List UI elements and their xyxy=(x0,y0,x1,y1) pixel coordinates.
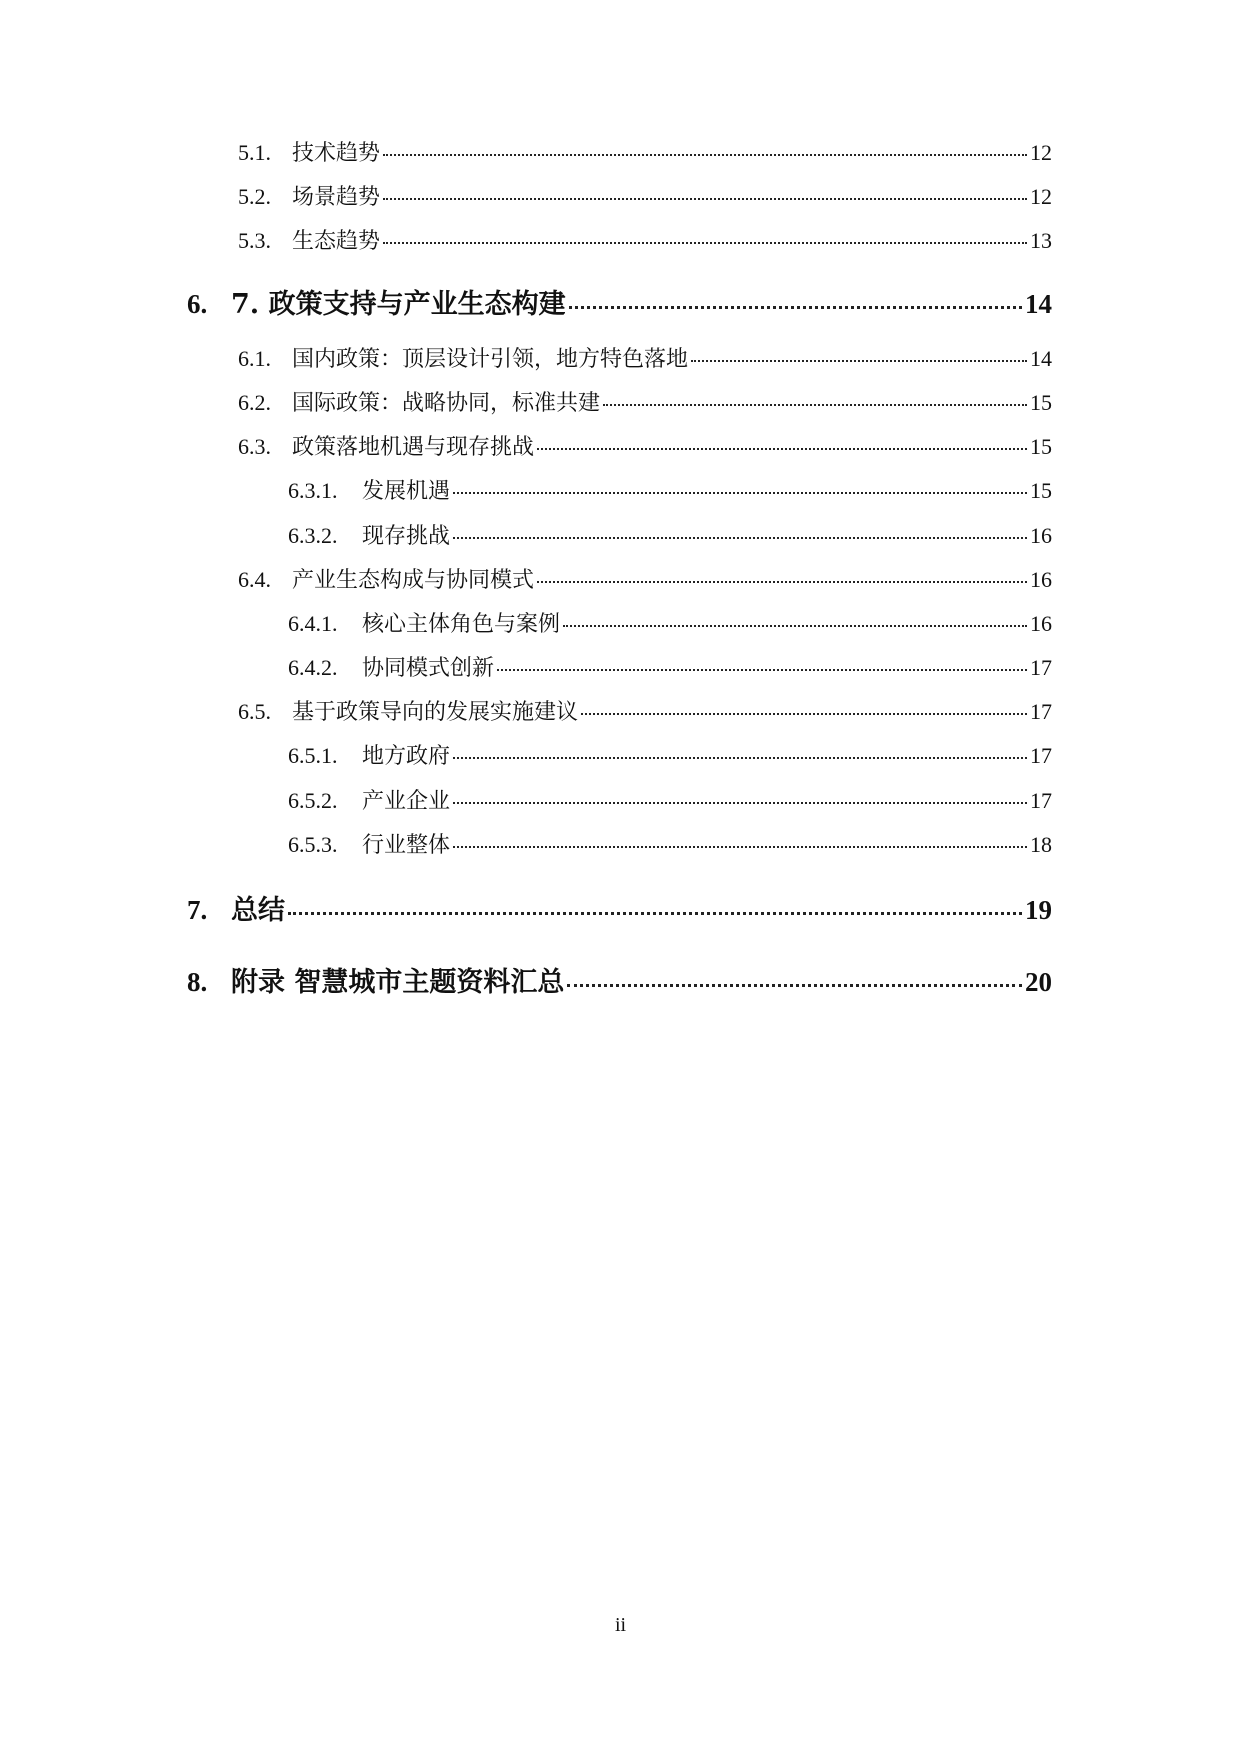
toc-entry-number: 6.3.2. xyxy=(288,523,338,548)
dot-leader xyxy=(569,306,1022,309)
toc-entry-page: 16 xyxy=(1030,567,1052,592)
toc-entry-title: 总结 xyxy=(231,895,285,926)
toc-entry-6[interactable] xyxy=(187,282,1052,322)
toc-entry-6-3-2[interactable] xyxy=(288,519,1052,553)
toc-entry-6-2[interactable] xyxy=(238,386,1052,420)
toc-entry-title: 基于政策导向的发展实施建议 xyxy=(292,700,579,725)
toc-entry-5-2[interactable] xyxy=(238,180,1052,214)
toc-entry-page: 17 xyxy=(1030,788,1052,813)
toc-entry-number: 6.5. xyxy=(238,699,271,724)
toc-entry-page: 14 xyxy=(1030,346,1052,371)
toc-entry-number: 6.4.2. xyxy=(288,655,338,680)
toc-entry-number: 6.3. xyxy=(238,434,271,459)
toc-entry-title: 7. 政策支持与产业生态构建 xyxy=(231,289,566,320)
toc-entry-title: 政策落地机遇与现存挑战 xyxy=(292,435,535,460)
dot-leader xyxy=(453,537,1027,539)
dot-leader xyxy=(453,492,1027,494)
toc-entry-8[interactable] xyxy=(187,960,1052,1000)
toc-entry-6-4[interactable] xyxy=(238,563,1052,597)
toc-entry-page: 16 xyxy=(1030,523,1052,548)
toc-entry-title: 地方政府 xyxy=(362,744,451,769)
toc-entry-title: 技术趋势 xyxy=(292,141,381,166)
toc-entry-page: 15 xyxy=(1030,390,1052,415)
toc-entry-6-1[interactable] xyxy=(238,342,1052,376)
toc-entry-title: 场景趋势 xyxy=(292,185,381,210)
toc-entry-number: 6.5.1. xyxy=(288,743,338,768)
toc-entry-page: 14 xyxy=(1025,289,1052,319)
toc-entry-title: 行业整体 xyxy=(362,833,451,858)
page-number: ii xyxy=(614,1614,627,1636)
toc-entry-page: 20 xyxy=(1025,967,1052,997)
toc-entry-title: 生态趋势 xyxy=(292,229,381,254)
toc-entry-page: 12 xyxy=(1030,140,1052,165)
toc-entry-page: 18 xyxy=(1030,832,1052,857)
toc-entry-title: 附录 智慧城市主题资料汇总 xyxy=(231,967,565,998)
toc-entry-number: 6.4. xyxy=(238,567,271,592)
toc-entry-6-4-1[interactable] xyxy=(288,607,1052,641)
dot-leader xyxy=(537,448,1027,450)
toc-entry-page: 17 xyxy=(1030,655,1052,680)
toc-entry-7[interactable] xyxy=(187,888,1052,928)
dot-leader xyxy=(383,154,1027,156)
dot-leader xyxy=(537,581,1027,583)
dot-leader xyxy=(567,984,1022,987)
toc-entry-number: 7. xyxy=(187,895,208,925)
dot-leader xyxy=(383,242,1027,244)
dot-leader xyxy=(453,757,1027,759)
toc-entry-title: 国际政策：战略协同，标准共建 xyxy=(292,391,601,416)
toc-entry-page: 12 xyxy=(1030,184,1052,209)
toc-entry-number: 8. xyxy=(187,967,208,997)
dot-leader xyxy=(691,360,1027,362)
toc-entry-title: 发展机遇 xyxy=(362,479,451,504)
dot-leader xyxy=(453,846,1027,848)
toc-entry-6-5[interactable] xyxy=(238,695,1052,729)
toc-entry-page: 13 xyxy=(1030,228,1052,253)
toc-entry-title: 产业生态构成与协同模式 xyxy=(292,568,535,593)
toc-entry-6-5-2[interactable] xyxy=(288,784,1052,818)
toc-entry-page: 17 xyxy=(1030,699,1052,724)
dot-leader xyxy=(288,912,1022,915)
toc-entry-number: 6.3.1. xyxy=(288,478,338,503)
toc-entry-6-3[interactable] xyxy=(238,430,1052,464)
toc-entry-page: 16 xyxy=(1030,611,1052,636)
dot-leader xyxy=(383,198,1027,200)
dot-leader xyxy=(563,625,1027,627)
toc-entry-page: 17 xyxy=(1030,743,1052,768)
toc-entry-page: 15 xyxy=(1030,434,1052,459)
toc-entry-title: 国内政策：顶层设计引领，地方特色落地 xyxy=(292,347,689,372)
toc-entry-title: 产业企业 xyxy=(362,789,451,814)
toc-entry-number: 6.2. xyxy=(238,390,271,415)
toc-entry-number: 6. xyxy=(187,289,208,319)
toc-entry-5-3[interactable] xyxy=(238,224,1052,258)
toc-entry-title: 现存挑战 xyxy=(362,524,451,549)
toc-entry-number: 6.5.3. xyxy=(288,832,338,857)
toc-entry-number: 6.1. xyxy=(238,346,271,371)
toc-entry-title: 协同模式创新 xyxy=(362,656,495,681)
toc-entry-number: 5.3. xyxy=(238,228,271,253)
dot-leader xyxy=(453,802,1027,804)
toc-entry-title: 核心主体角色与案例 xyxy=(362,612,561,637)
dot-leader xyxy=(581,713,1027,715)
toc-entry-6-5-3[interactable] xyxy=(288,828,1052,862)
toc-entry-5-1[interactable] xyxy=(238,136,1052,170)
dot-leader xyxy=(497,669,1027,671)
toc-entry-number: 5.1. xyxy=(238,140,271,165)
toc-entry-page: 15 xyxy=(1030,478,1052,503)
toc-entry-number: 6.4.1. xyxy=(288,611,338,636)
dot-leader xyxy=(603,404,1027,406)
toc-entry-6-3-1[interactable] xyxy=(288,474,1052,508)
toc-entry-6-5-1[interactable] xyxy=(288,739,1052,773)
toc-entry-6-4-2[interactable] xyxy=(288,651,1052,685)
toc-entry-page: 19 xyxy=(1025,895,1052,925)
toc-entry-number: 5.2. xyxy=(238,184,271,209)
toc-entry-number: 6.5.2. xyxy=(288,788,338,813)
